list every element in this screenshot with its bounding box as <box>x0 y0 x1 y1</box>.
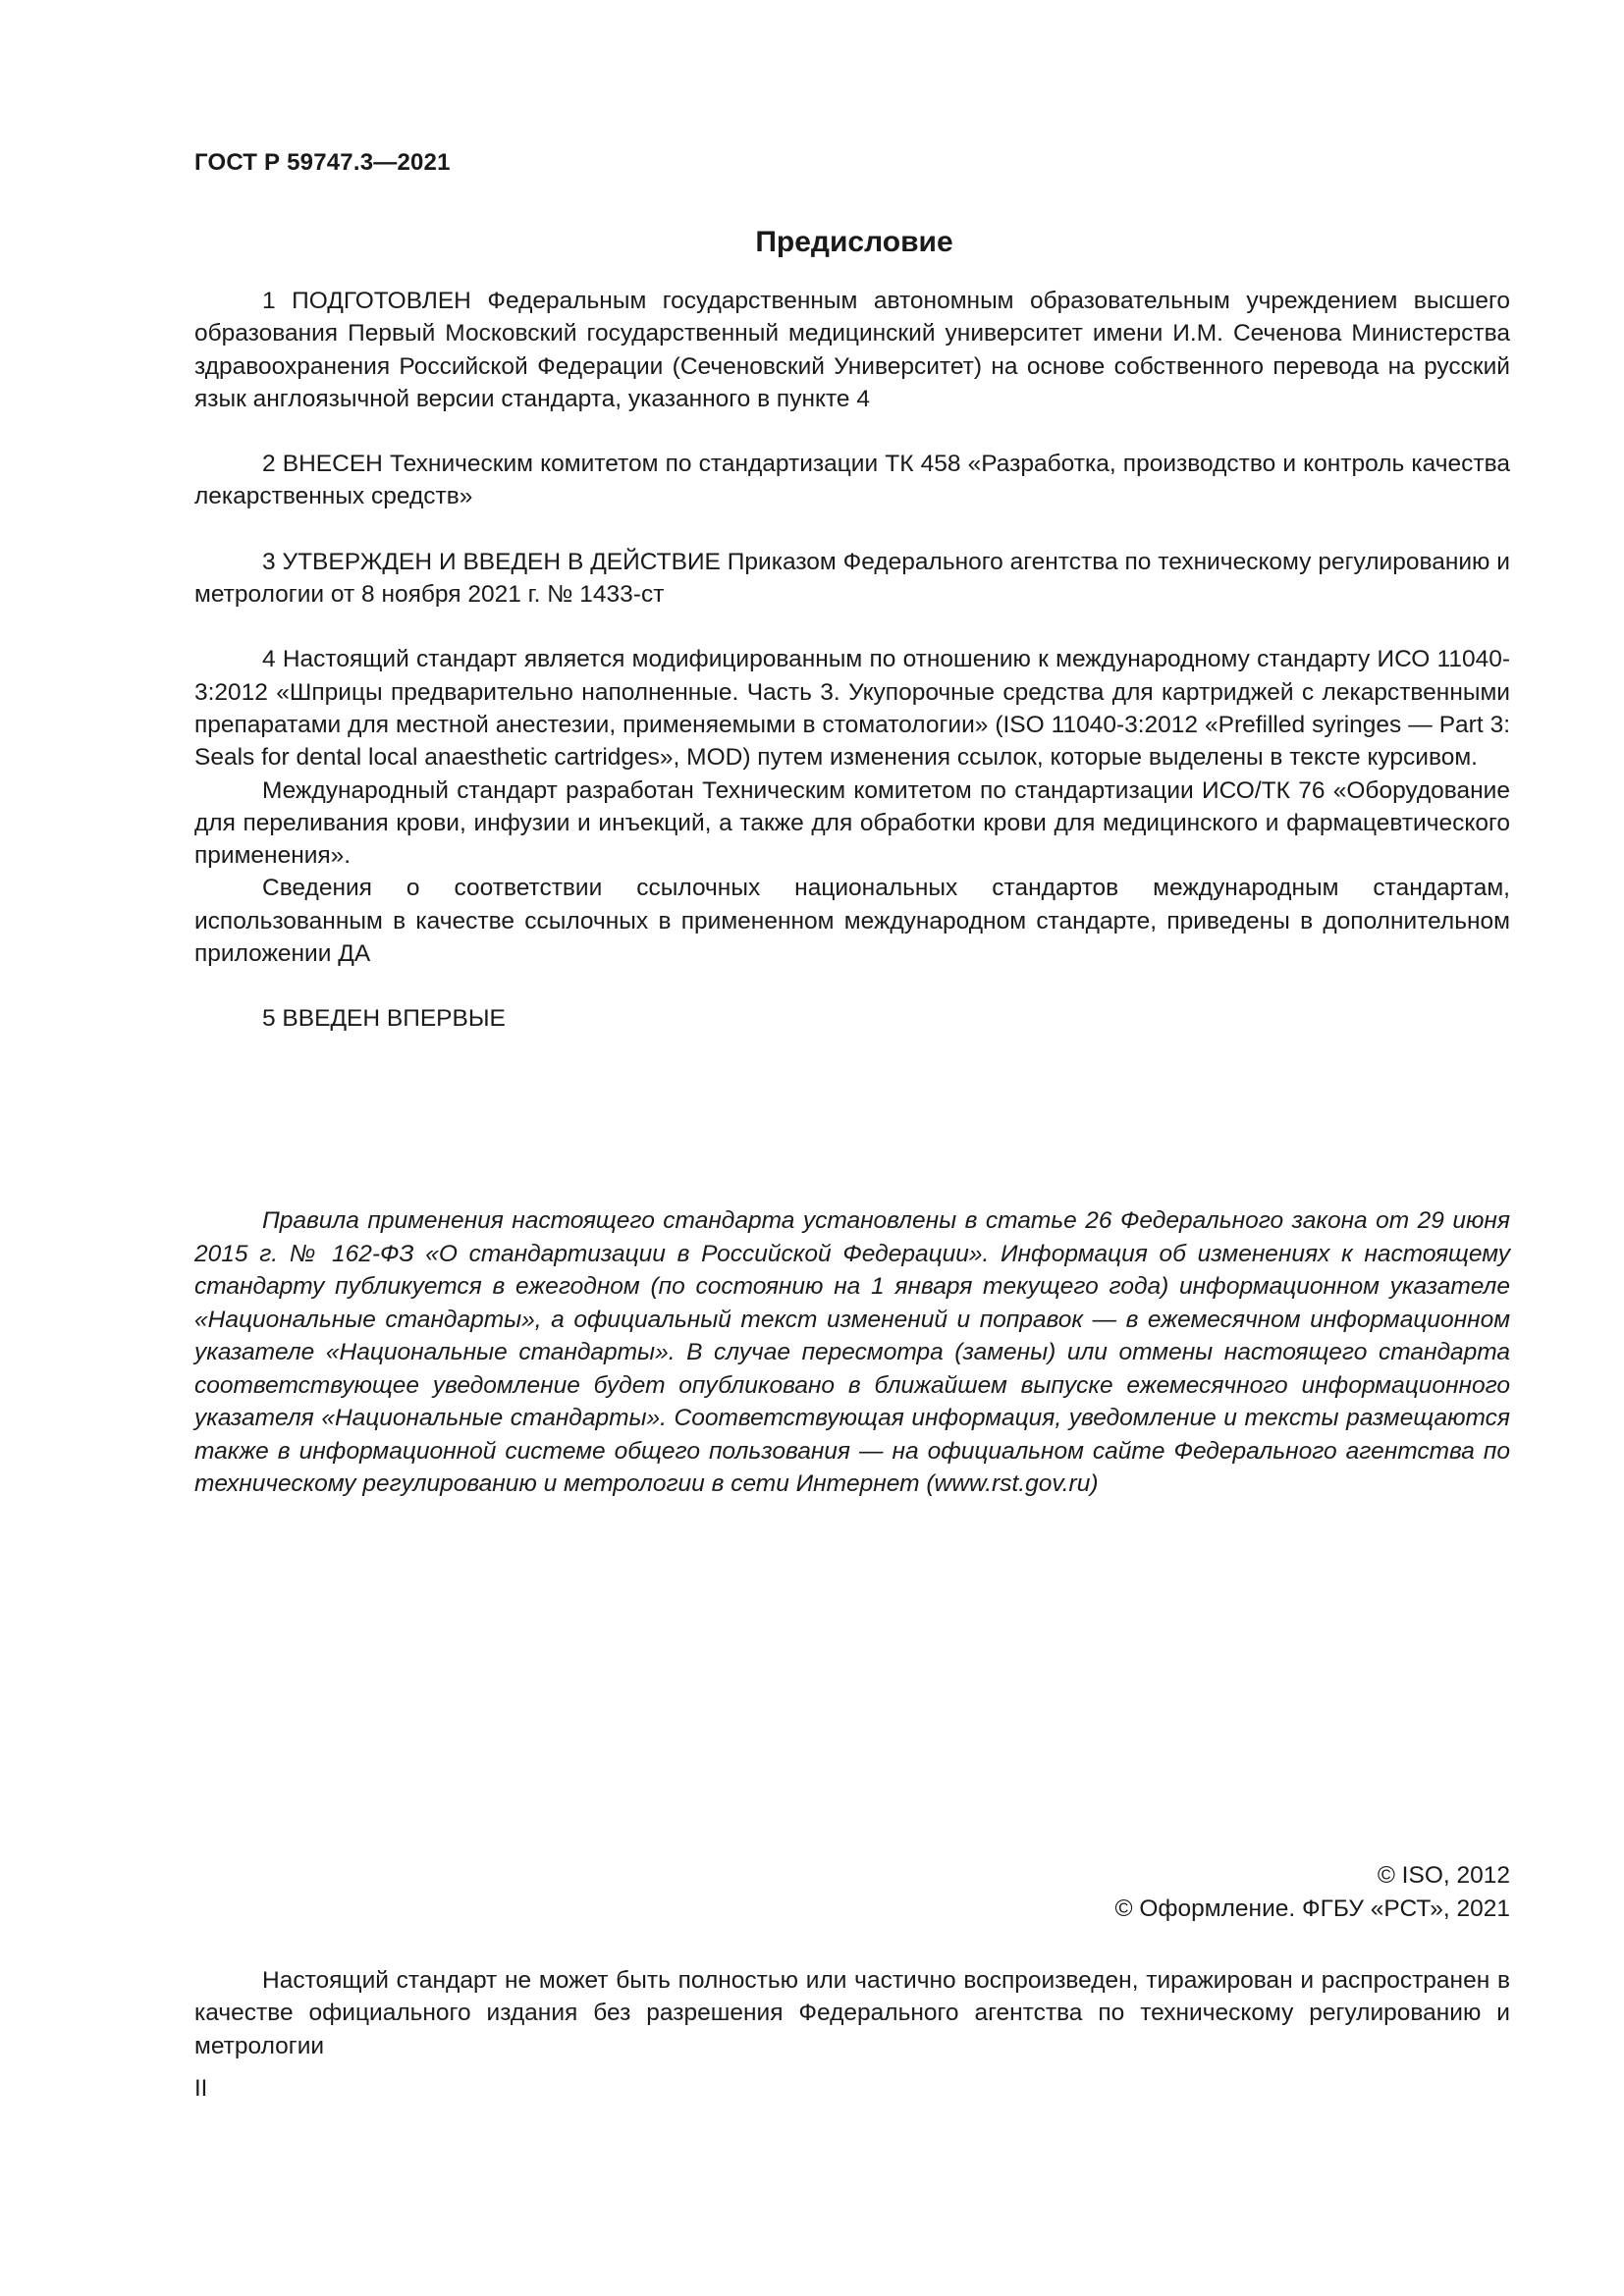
section-1-prepared: 1 ПОДГОТОВЛЕН Федеральным государственным автономным образовательным учреждением высшего образования Первый Московский государственный медицинский университет имени И.М. Сеченова Министерства здравоохранения Российской Федерации (Сеченовский Университет) на основе собственного перевода на русский язык англоязычной версии стандарта, указанного в пункте 4 <box>194 288 1510 412</box>
application-rules-paragraph: Правила применения настоящего стандарта установлены в статье 26 Федерального закона от 29 июня 2015 г. № 162-ФЗ «О стандартизации в Российской Федерации». Информация об изменениях к настоящему стандарту публикуется в ежегодном (по состоянию на 1 января текущего года) информационном указателе «Национальные стандарты», а официальный текст изменений и поправок — в ежемесячном информационном указателе «Национальные стандарты». В случае пересмотра (замены) или отмены настоящего стандарта соответствующее уведомление будет опубликовано в ближайшем выпуске ежемесячного информационного указателя «Национальные стандарты». Соответствующая информация, уведомление и тексты размещаются также в информационной системе общего пользования — на официальном сайте Федерального агентства по техническому регулированию и метрологии в сети Интернет (www.rst.gov.ru) <box>194 1207 1510 1497</box>
reproduction-notice <box>194 1964 1510 2062</box>
copyright-rst: © Оформление. ФГБУ «РСТ», 2021 <box>1114 1895 1510 1922</box>
section-2-introduced: 2 ВНЕСЕН Техническим комитетом по стандартизации ТК 458 «Разработка, производство и контроль качества лекарственных средств» <box>194 451 1510 510</box>
page-number: II <box>194 2075 208 2102</box>
page-title: Предисловие <box>755 226 953 258</box>
reproduction-notice-text: Настоящий стандарт не может быть полностью или частично воспроизведен, тиражирован и распространен в качестве официального издания без разрешения Федерального агентства по техническому регулированию и метрологии <box>194 1967 1510 2059</box>
copyright-iso: © ISO, 2012 <box>1377 1862 1510 1889</box>
section-4-modified-standard: 4 Настоящий стандарт является модифицированным по отношению к международному стандарту ИСО 11040-3:2012 «Шприцы предварительно наполненные. Часть 3. Укупорочные средства для картриджей с лекарственными препаратами для местной анестезии, применяемыми в стоматологии» (ISO 11040-3:2012 «Prefilled syringes — Part 3: Seals for dental local anaesthetic cartridges», MOD) путем изменения ссылок, которые выделены в тексте курсивом. <box>194 646 1510 772</box>
section-3-approved: 3 УТВЕРЖДЕН И ВВЕДЕН В ДЕЙСТВИЕ Приказом Федерального агентства по техническому регулированию и метрологии от 8 ноября 2021 г. № 1433-ст <box>194 548 1510 609</box>
foreword-body <box>194 285 1510 1036</box>
section-4-international-standard: Международный стандарт разработан Техническим комитетом по стандартизации ИСО/ТК 76 «Оборудование для переливания крови, инфузии и инъекций, а также для обработки крови для медицинского и фармацевтического применения». <box>194 776 1510 870</box>
copyright-block <box>1114 1859 1510 1925</box>
document-header: ГОСТ Р 59747.3—2021 <box>194 149 451 176</box>
application-rules-text <box>194 1204 1510 1501</box>
section-5-first-introduced: 5 ВВЕДЕН ВПЕРВЫЕ <box>262 1005 506 1033</box>
section-4-references-info: Сведения о соответствии ссылочных национальных стандартов международным стандартам, использованным в качестве ссылочных в примененном международном стандарте, приведены в дополнительном приложении ДА <box>194 875 1510 968</box>
